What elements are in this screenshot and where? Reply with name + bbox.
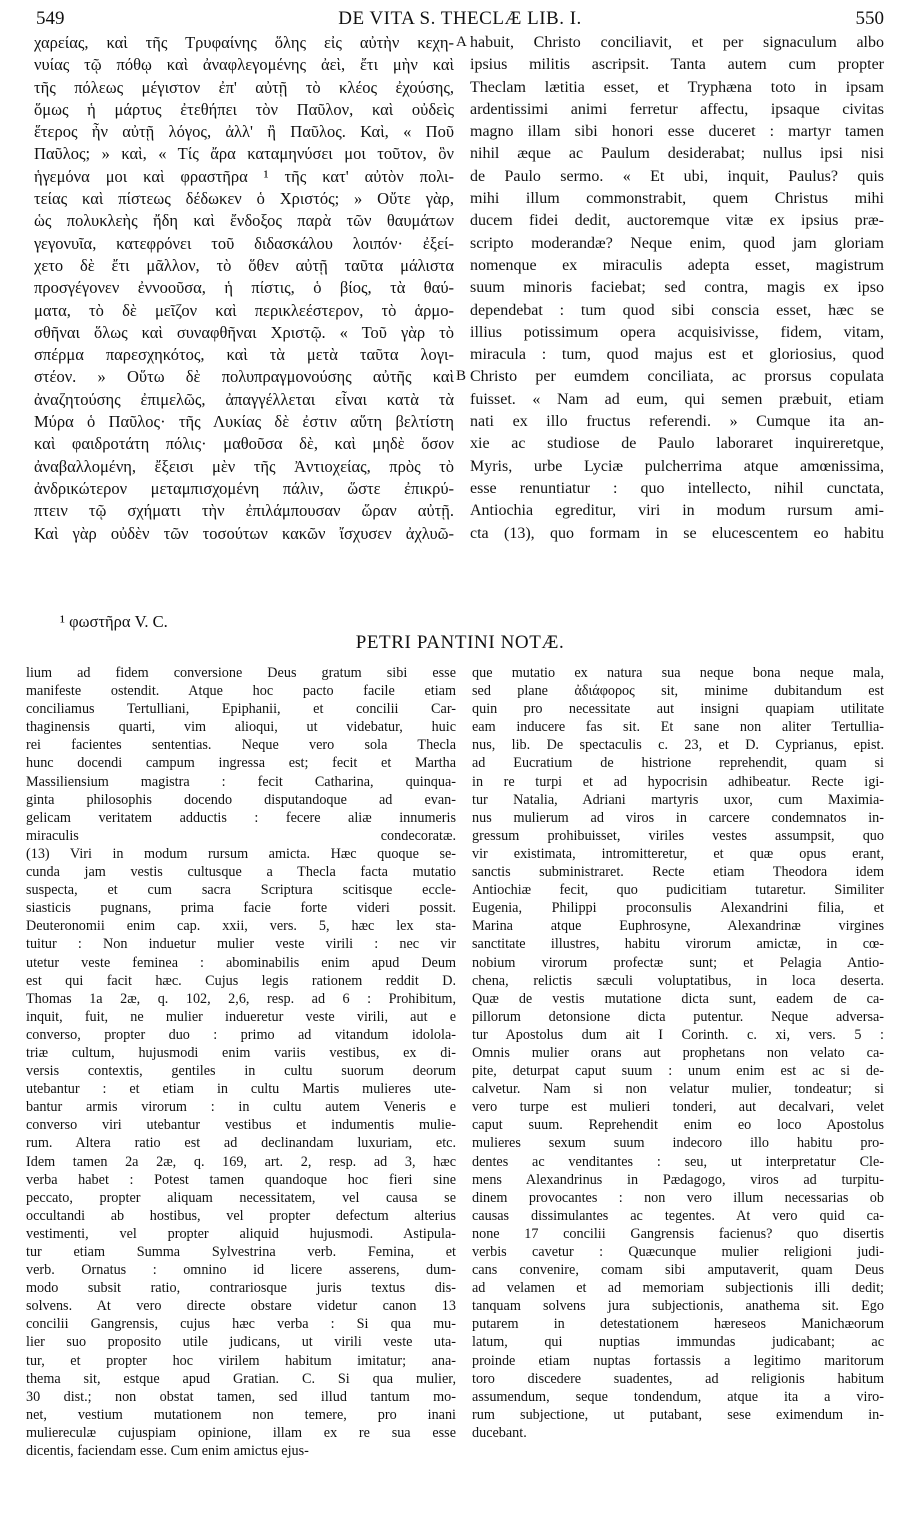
text-line: rum. Altera ratio est ad declinandam luxuriam, etc. — [26, 1135, 456, 1152]
text-line: tur Apostolus dum ait I Corinth. c. xi, vers. 5 : — [472, 1026, 884, 1043]
text-line: ὡς πολυκλεὴς ἤδη καὶ ἔνδοξος παρὰ τῶν θαυμάτων — [34, 211, 454, 231]
text-line: στέον. » Οὕτω δὲ πολυπραγμονούσης αὐτῆς καὶ — [34, 367, 454, 387]
text-line: σπέρμα παρεσχηκότος, καὶ τὰ μετὰ ταῦτα λογι- — [34, 345, 454, 365]
text-line: est qui facit hæc. Cujus legis rationem reddit D. — [26, 972, 456, 989]
text-line: pillorum detonsione dicta putentur. Neque adversa- — [472, 1008, 884, 1025]
text-line: de Paulo sermo. « Et ubi, inquit, Paulus? quis — [470, 167, 884, 185]
text-line: converso viri utebantur vestibus et indumentis mulie- — [26, 1117, 456, 1134]
text-line: τῆς πόλεως μέγιστον ἐπ' αὐτῇ τὸ κλέος ἐχούσης, — [34, 77, 454, 97]
text-line: manifeste ostendit. Atque hoc pacto facile etiam — [26, 683, 456, 700]
text-line: inquit, fuit, ne mulier indueretur veste virili, aut e — [26, 1008, 456, 1025]
text-line: tur Natalia, Adriani martyris uxor, cum Maximia- — [472, 791, 884, 808]
text-line: nomenque ex miraculis adepta esset, magistrum — [470, 256, 884, 274]
text-line: thema sit, estque apud Gratian. C. Si qua mulier, — [26, 1370, 456, 1387]
text-line: Idem tamen 2a 2æ, q. 169, art. 2, resp. ad 3, hæc — [26, 1153, 456, 1170]
text-line: Massiliensium magistra : fecit Catharina, quinqua- — [26, 773, 456, 790]
text-line: solvens. At vero directe obstare videtur canon 13 — [26, 1298, 456, 1315]
text-line: tur, et propter hoc virilem habitum imitatur; ana- — [26, 1352, 456, 1369]
text-line: triæ cultum, hujusmodi enim variis vestibus, ex di- — [26, 1044, 456, 1061]
text-line: ἀνδρικώτερον μεταμπισχομένη πάλιν, ὥστε ἐπικρύ- — [34, 478, 454, 498]
text-line: calvetur. Nam si non velatur mulier, tondeatur; si — [472, 1081, 884, 1098]
text-line: eam inducere fas sit. Et sane non aliter Tertullia- — [472, 719, 884, 736]
text-line: fuisset. « Nam ad eum, qui semen præbuit, etiam — [470, 390, 884, 408]
text-line: conciliamus Tertulliani, Epiphanii, et concilii Car- — [26, 701, 456, 718]
text-line: vero turpe est mulieri tonderi, aut decalvari, velet — [472, 1099, 884, 1116]
text-line: nati ex illo fructus referendi. » Cumque ita an- — [470, 413, 884, 431]
margin-marker-a: A — [456, 34, 467, 50]
text-line: πτειν τῷ σχήματι τὴν ἐπιλάμπουσαν ὥραν αὐτῇ. — [34, 501, 454, 521]
text-line: nus, lib. De spectaculis c. 23, et D. Cyprianus, epist. — [472, 737, 884, 754]
text-line: τείας καὶ πίστεως δέδωκεν ὁ Χριστός; » Οὔτε γὰρ, — [34, 189, 454, 209]
text-line: ἡγεμόνα μοι καὶ φραστῆρα ¹ τῆς κατ' αὐτὸν πολι- — [34, 166, 454, 186]
text-line: modo subsit ratio, contrariosque juris textus dis- — [26, 1280, 456, 1297]
text-line: net, vestium mutationem non temere, pro inani — [26, 1406, 456, 1423]
text-line: nobium virorum profectæ sunt; et Pelagia Antio- — [472, 954, 884, 971]
text-line: siasticis pugnans, prima facie forte videri possit. — [26, 900, 456, 917]
text-line: cans convenire, comam sibi amputaverit, quam Deus — [472, 1262, 884, 1279]
margin-marker-b: B — [456, 368, 467, 384]
text-line: Καὶ γὰρ οὐδὲν τῶν τοσούτων κακῶν ἴσχυσεν ἀχλυῶ- — [34, 523, 454, 543]
text-line: scripto moderandæ? Neque enim, quod jam gloriam — [470, 234, 884, 252]
text-line: concilii Gangrensis, cujus hæc verba : Si qua mu- — [26, 1316, 456, 1333]
text-line: quin pro necessitate aut insigni quapiam utilitate — [472, 701, 884, 718]
text-line: ginta philosophis docendo disputandoque ad evan- — [26, 791, 456, 808]
notes-title: PETRI PANTINI NOTÆ. — [355, 632, 565, 653]
text-line: dentes ac venditantes : seu, ut interpretatur Cle- — [472, 1153, 884, 1170]
text-line: Marina atque Euphrosyne, Alexandrinæ virgines — [472, 918, 884, 935]
text-line: ἀναβαλλομένη, ἔξεισι μὲν τῆς Ἀντιοχείας, πρὸς τὸ — [34, 456, 454, 476]
text-line: ἀναζητούσης ἐπιμελῶς, ἀπαγγέλλεται εἶναι κατὰ τὰ — [34, 389, 454, 409]
text-line: nus mulierum ad viros in carcere condemnatos in- — [472, 809, 884, 826]
text-line: cunda jam vestis cultusque a Thecla facta mutatio — [26, 864, 456, 881]
text-line: sanctis subministraret. Recte etiam Theodora idem — [472, 864, 884, 881]
text-line: ducem fidei dedit, auctoremque vitæ ex ipsius præ- — [470, 212, 884, 230]
text-line: putarem in detestationem hæreseos Manichæorum — [472, 1316, 884, 1333]
text-line: suspecta, et cum sacra Scriptura scitisque eccle- — [26, 882, 456, 899]
text-line: cta (13), quo formam in se elucescentem eo habitu — [470, 524, 884, 542]
text-line: νυίας τῷ πόθῳ καὶ ἀναφλεγομένης ἀεὶ, ἔτι μὴν καὶ — [34, 55, 454, 75]
text-line: Quæ de vestis mutatione dicta sunt, eadem de ca- — [472, 990, 884, 1007]
text-line: rum subjectione, ut putabant, sese eximendum in- — [472, 1406, 884, 1423]
text-line: rei facientes sententias. Neque vero sola Thecla — [26, 737, 456, 754]
running-title: DE VITA S. THECLÆ LIB. I. — [338, 8, 582, 29]
text-line: converso, propter duo : primo ad vitandum idolola- — [26, 1026, 456, 1043]
text-line: vestimenti, vel propter aliquid hujusmodi. Astipula- — [26, 1225, 456, 1242]
text-line: tur etiam Summa Sylvestrina verb. Femina, et — [26, 1244, 456, 1260]
text-line: γεγονυῖα, κατεφρόνει τοῦ διδασκάλου λοιπόν· ἐξεί- — [34, 233, 454, 253]
text-line: gelicam veritatem adductis : fecere aliæ innumeris — [26, 809, 456, 826]
text-line: (13) Viri in modum rursum amicta. Hæc quoque se- — [26, 845, 456, 862]
text-line: latum, qui nuptias immundas judicabant; ac — [472, 1334, 884, 1351]
text-line: Christo per eumdem conciliata, ac prorsus copulata — [470, 368, 884, 386]
text-line: chena, relictis sæculi voluptatibus, in loca deserta. — [472, 972, 884, 989]
text-line: tanquam solvens jura subjectionis, anathema sit. Ego — [472, 1298, 884, 1315]
text-line: χαρείας, καὶ τῆς Τρυφαίνης ὅλης εἰς αὐτὴν κεχη- — [34, 33, 454, 52]
text-line: miraculis condecoratæ. — [26, 827, 456, 844]
text-line: magno illam sibi honori esse duceret : martyr tamen — [470, 123, 884, 141]
text-line: suum minoris faciebat; sed contra, magis ex ipso — [470, 279, 884, 297]
notes-right-column — [472, 664, 884, 1442]
latin-text-column — [470, 32, 884, 545]
text-line: none 17 concilii Gangrensis facienus? quo disertis — [472, 1225, 884, 1242]
text-line: assumendum, seque tondendum, atque ita a viro- — [472, 1388, 884, 1405]
text-line: ad Eucratium de histrione reprehendit, quam si — [472, 755, 884, 772]
text-line: thaginensis quarti, vim alioqui, ut videbatur, huic — [26, 719, 456, 736]
text-line: Thomas 1a 2æ, q. 102, 2,6, resp. ad 6 : Prohibitum, — [26, 990, 456, 1007]
text-line: proinde etiam nuptas fortassis a legitimo maritorum — [472, 1352, 884, 1369]
text-line: in re turpi et ad hypocrisin adhibeatur. Recte igi- — [472, 773, 884, 790]
text-line: ἕτερος ἦν αὐτῇ λόγος, ἀλλ' ἢ Παῦλος. Καὶ, « Ποῦ — [34, 122, 454, 142]
text-line: nihil æque ac Paulum desiderabat; nullus ipsi nisi — [470, 145, 884, 163]
text-line: occultandi ab hostibus, vel propter defectum alterius — [26, 1207, 456, 1224]
text-line: vir existimata, intromitteretur, et quæ opus erant, — [472, 845, 884, 862]
text-line: καὶ φαιδροτάτη πόλις· μαθοῦσα δὲ, καὶ μηδὲ ὅσον — [34, 434, 454, 454]
text-line: causas dissimulantes ac tegentes. At vero quid ca- — [472, 1207, 884, 1224]
text-line: utetur veste feminea : abominabilis enim apud Deum — [26, 954, 456, 971]
text-line: pite, deturpat caput suum : unum enim est ac si de- — [472, 1063, 884, 1080]
text-line: caput suum. Reprehendit enim eo loco Apostolus — [472, 1117, 884, 1134]
text-line: mulieres sexum suum indecoro illo habitu pro- — [472, 1135, 884, 1152]
text-line: χετο δὲ ἔτι μᾶλλον, τὸ ὅθεν αὐτῇ ταῦτα μάλιστα — [34, 255, 454, 275]
notes-left-column — [26, 664, 456, 1460]
text-line: illius potissimum opera acquisivisse, fidem, vitam, — [470, 323, 884, 341]
text-line: Omnis mulier orans aut prophetans non velato ca- — [472, 1044, 884, 1061]
text-line: ardentissimi animi ferretur affectu, ipsaque civitas — [470, 100, 884, 118]
text-line: σθῆναι ὅλως καὶ συναφθῆναι Χριστῷ. « Τοῦ γὰρ τὸ — [34, 322, 454, 342]
text-line: Μύρα ὁ Παῦλος· τῆς Λυκίας δὲ ἐστιν αὕτη βελτίστη — [34, 412, 454, 432]
text-line: bantur armis virorum : in cultu autem Veneris e — [26, 1099, 456, 1116]
text-line: Theclam lætitia esset, et Tryphæna toto in ipsam — [470, 78, 884, 96]
text-line: ματα, τὸ δὲ μεῖζον καὶ περικλεέστερον, τὸ ἁρμο- — [34, 300, 454, 320]
text-line: dicentis, faciendam esse. Cum enim amictus ejus- — [26, 1443, 309, 1460]
text-line: toro discedere suadentes, ad religionis habitum — [472, 1370, 884, 1387]
text-line: verbis cavetur : Quæcunque mulier religioni judi- — [472, 1244, 884, 1260]
text-line: mens Alexandrinus in Pædagogo, viros ad turpitu- — [472, 1171, 884, 1188]
text-line: versis contextis, gentiles in cultu suorum deorum — [26, 1063, 456, 1080]
text-line: utebantur : et etiam in cultu Martis mulieres ute- — [26, 1081, 456, 1098]
text-line: mihi illum commonstrabit, quem Christus mihi — [470, 190, 884, 208]
text-line: gressum prohibuisset, viriles vestes assumpsit, quo — [472, 827, 884, 844]
text-line: lium ad fidem conversione Deus gratum sibi esse — [26, 665, 456, 681]
text-line: miracula : tum, quod majus est et gloriosius, quod — [470, 346, 884, 364]
text-line: verba habet : Potest tamen quandoque hoc fieri sine — [26, 1171, 456, 1188]
text-line: ad velamen et ad memoriam subjectionis illi dedit; — [472, 1280, 884, 1297]
footnote: ¹ φωστῆρα V. C. — [60, 612, 168, 631]
text-line: sed plane ἀδιάφορος sit, minime dubitandum est — [472, 683, 884, 700]
text-line: Παῦλος; » καὶ, « Τίς ἄρα καταμηνύσει μοι τοῦτον, ὃν — [34, 144, 454, 164]
page-number-left: 549 — [36, 8, 65, 29]
text-line: verb. Ornatus : omnino id licere asserens, dum- — [26, 1262, 456, 1279]
text-line: tuitur : Non induetur mulier veste virili : nec vir — [26, 936, 456, 953]
text-line: muliereculæ cujuspiam opinione, illam ex re sua esse — [26, 1424, 456, 1441]
text-line: peccato, propter aliquam necessitatem, vel causa se — [26, 1189, 456, 1206]
page-number-right: 550 — [855, 8, 884, 29]
text-line: sanctitate illustres, habitu virorum amictæ, in cœ- — [472, 936, 884, 953]
text-line: dependebat : tum quod sibi conscia esset, hæc se — [470, 301, 884, 319]
text-line: ὅμως ἡ μάρτυς ἐτεθήπει τὸν Παῦλον, καὶ οὐδεὶς — [34, 99, 454, 119]
text-line: que mutatio ex natura sua neque bona neque mala, — [472, 665, 884, 681]
text-line: 30 dist.; non obstat tamen, sed illud tantum mo- — [26, 1388, 456, 1405]
text-line: Antiochiæ fecit, quo pudicitiam tutaretur. Similiter — [472, 882, 884, 899]
text-line: Myris, urbe Lyciæ pulcherrima atque amœnissima, — [470, 457, 884, 475]
text-line: ducebant. — [472, 1424, 527, 1441]
text-line: Eugenia, Philippi proconsulis Alexandrini filia, et — [472, 900, 884, 917]
text-line: lier suo proposito utile judicans, ut virili veste uta- — [26, 1334, 456, 1351]
text-line: esse renuntiatur : quo intellecto, nihil cunctata, — [470, 479, 884, 497]
text-line: xie ac studiose de Paulo laboraret inquireretque, — [470, 435, 884, 453]
text-line: Antiochia egreditur, viri in modum rursum ami- — [470, 502, 884, 520]
text-line: dinem provocantes : non vero illum necessarias ob — [472, 1189, 884, 1206]
running-header — [36, 8, 884, 34]
text-line: Deuteronomii enim cap. xxii, vers. 5, hæc lex sta- — [26, 918, 456, 935]
text-line: habuit, Christo conciliavit, et per signaculum albo — [470, 34, 884, 51]
text-line: προσγέγονεν ἐννοοῦσα, ἡ πίστις, ὁ βίος, τὰ θαύ- — [34, 278, 454, 298]
text-line: ipsius militis ascripsit. Tanta autem cum propter — [470, 56, 884, 74]
greek-text-column — [34, 32, 454, 545]
text-line: hunc docendi campum ingressa est; fecit et Martha — [26, 755, 456, 772]
